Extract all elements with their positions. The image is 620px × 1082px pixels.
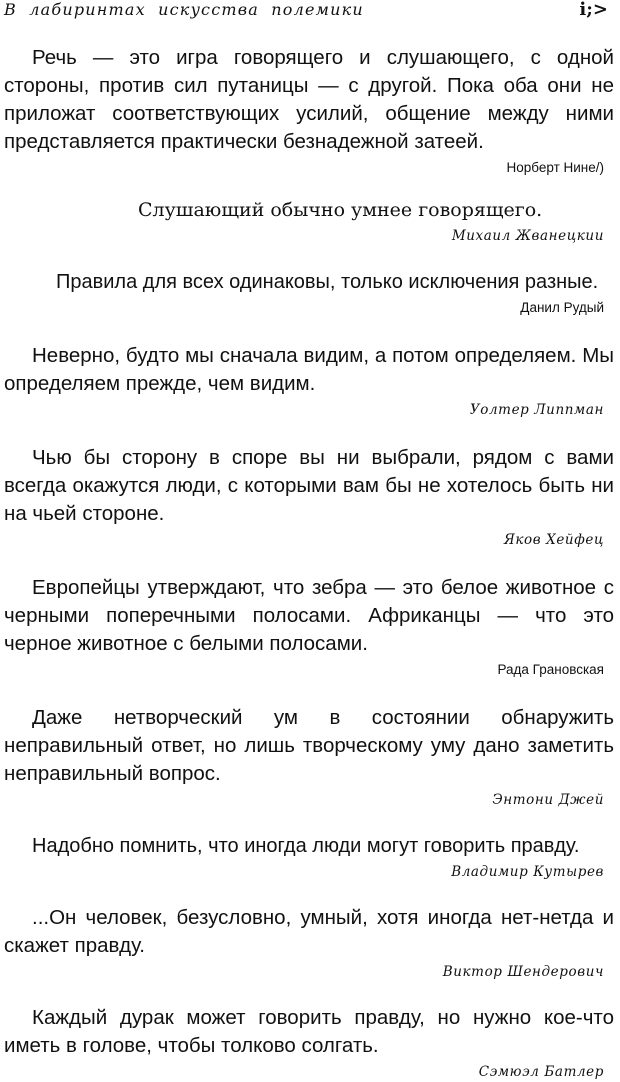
page-header — [0, 0, 620, 24]
running-title: В лабиринтах искусства полемики — [4, 0, 364, 19]
quote-block — [4, 574, 614, 680]
quote-author: Виктор Шендерович — [442, 964, 604, 980]
quote-author: Сэмюэл Батлер — [478, 1064, 604, 1080]
quote-author: Уолтер Липпман — [469, 402, 604, 418]
quote-text: Даже нетворческий ум в состоянии обнаружить неправильный ответ, но лишь творческому уму дано заметить неправильный вопрос. — [4, 706, 614, 785]
quote-block — [4, 44, 614, 178]
quote-author: Яков Хейфец — [503, 532, 604, 548]
quote-block — [4, 196, 614, 246]
quote-text: Каждый дурак может говорить правду, но нужно кое-что иметь в голове, чтобы толково солгать. — [4, 1006, 614, 1057]
quote-text: Правила для всех одинаковы, только исключения разные. — [56, 271, 599, 293]
quote-block — [4, 832, 614, 882]
quote-author: Данил Рудый — [520, 300, 604, 315]
quote-text: Европейцы утверждают, что зебра — это белое животное с черными поперечными полосами. Африканцы — что это черное животное с белыми полосами. — [4, 576, 614, 655]
quote-text: Речь — это игра говорящего и слушающего, с одной стороны, против сил путаницы — с другой. Пока оба они не приложат соответствующих усилий, общение между ними представляется практически безнадежной затеей. — [4, 46, 614, 153]
quote-author: Норберт Нине/) — [506, 160, 604, 175]
quote-text: Надобно помнить, что иногда люди могут говорить правду. — [32, 835, 580, 857]
quote-author: Владимир Кутырев — [451, 864, 604, 880]
quote-block — [4, 444, 614, 550]
quote-author: Энтони Джей — [492, 792, 604, 808]
quote-block — [4, 904, 614, 982]
quote-author: Михаил Жванецкии — [451, 228, 604, 244]
quote-block — [4, 704, 614, 810]
quote-block — [4, 268, 614, 318]
quote-author: Рада Грановская — [497, 662, 604, 677]
quote-text: ...Он человек, безусловно, умный, хотя иногда нет-нетда и скажет правду. — [4, 906, 614, 957]
quote-block — [4, 1004, 614, 1082]
quote-text: Чью бы сторону в споре вы ни выбрали, рядом с вами всегда окажутся люди, с которыми вам бы не хотелось быть ни на чьей стороне. — [4, 446, 614, 525]
quote-block — [4, 342, 614, 420]
quote-list — [4, 44, 614, 1082]
quote-text: Неверно, будто мы сначала видим, а потом определяем. Мы определяем прежде, чем видим. — [4, 344, 614, 395]
quote-text: Слушающий обычно умнее говорящего. — [138, 199, 543, 221]
page-number: i;> — [579, 0, 608, 20]
